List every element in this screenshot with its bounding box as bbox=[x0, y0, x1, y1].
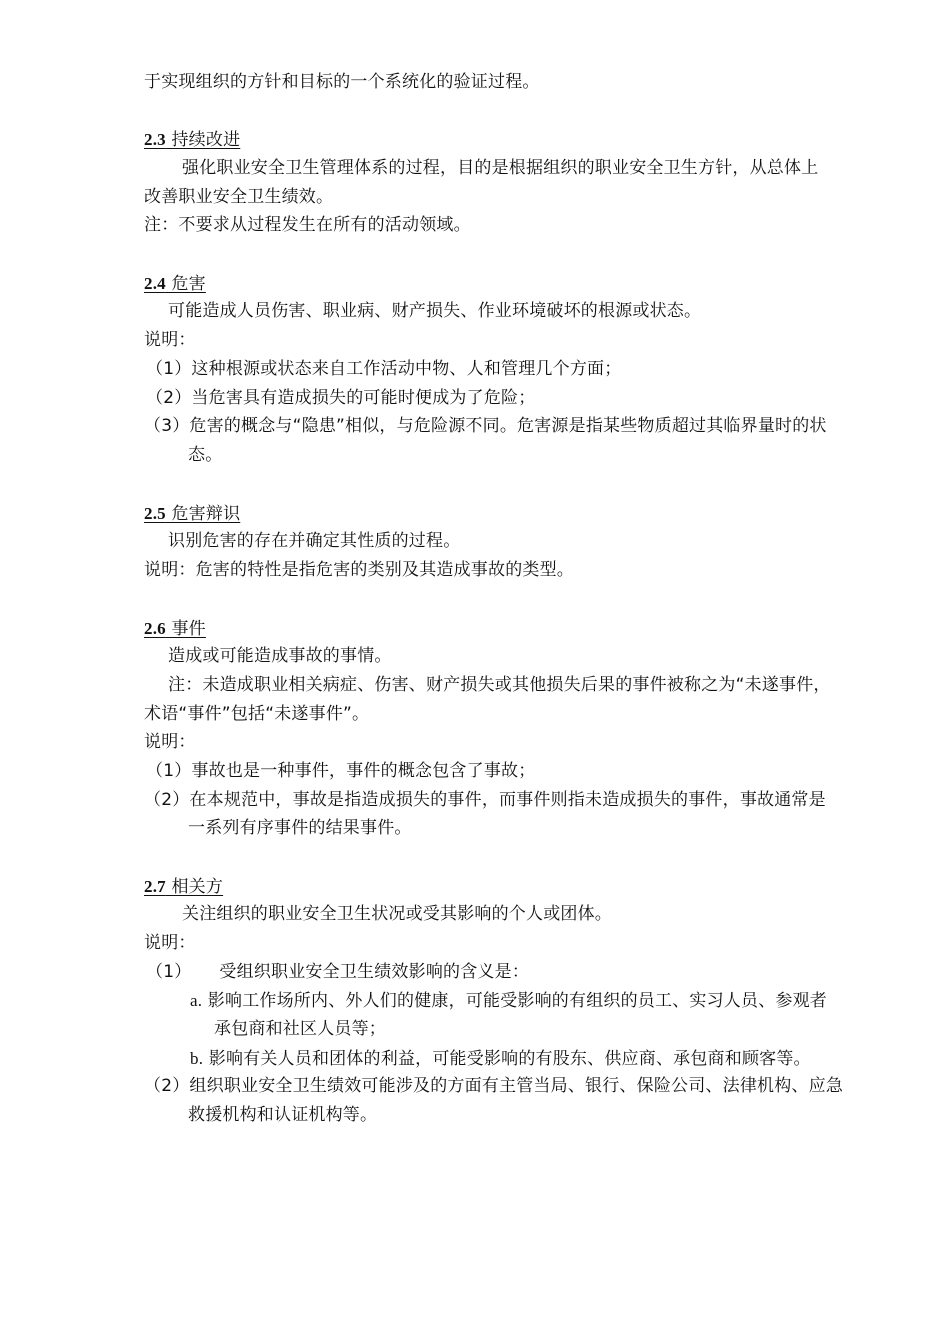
section-heading-2-4 bbox=[144, 269, 206, 299]
note-line: 注：未造成职业相关病症、伤害、财产损失或其他损失后果的事件被称之为“未遂事件， bbox=[168, 675, 831, 695]
section-title: 事件 bbox=[165, 619, 206, 639]
note-line: 注：不要求从过程发生在所有的活动领域。 bbox=[144, 215, 471, 235]
list-item: （2）组织职业安全卫生绩效可能涉及的方面有主管当局、银行、保险公司、法律机构、应急 bbox=[144, 1076, 844, 1096]
list-item: （2）在本规范中，事故是指造成损失的事件，而事件则指未造成损失的事件，事故通常是 bbox=[144, 790, 826, 810]
section-heading-2-6 bbox=[144, 614, 206, 644]
section-number: 2.7 bbox=[144, 877, 166, 896]
explanation-label: 说明： bbox=[144, 732, 196, 752]
note-line-continuation: 术语“事件”包括“未遂事件”。 bbox=[144, 704, 370, 724]
list-item-continuation: 救援机构和认证机构等。 bbox=[188, 1105, 378, 1125]
paragraph-line: 于实现组织的方针和目标的一个系统化的验证过程。 bbox=[144, 72, 540, 92]
sub-list-item-continuation: 承包商和社区人员等； bbox=[214, 1019, 386, 1039]
paragraph-line: 造成或可能造成事故的事情。 bbox=[168, 646, 392, 666]
paragraph-line: 识别危害的存在并确定其性质的过程。 bbox=[168, 531, 461, 551]
section-title: 危害 bbox=[165, 274, 206, 294]
sub-list-item bbox=[190, 986, 827, 1016]
section-number: 2.3 bbox=[144, 130, 166, 149]
section-title: 相关方 bbox=[165, 877, 224, 897]
section-number: 2.5 bbox=[144, 504, 166, 523]
sub-list-item bbox=[190, 1044, 811, 1074]
sub-list-text: 影响工作场所内、外人们的健康，可能受影响的有组织的员工、实习人员、参观者 bbox=[202, 991, 828, 1011]
paragraph-line: 可能造成人员伤害、职业病、财产损失、作业环境破坏的根源或状态。 bbox=[168, 301, 702, 321]
list-item: （1）这种根源或状态来自工作活动中物、人和管理几个方面； bbox=[146, 359, 622, 379]
section-heading-2-3 bbox=[144, 125, 240, 155]
section-heading-2-5 bbox=[144, 499, 240, 529]
explanation-label: 说明： bbox=[144, 330, 196, 350]
section-number: 2.4 bbox=[144, 274, 166, 293]
paragraph-line: 关注组织的职业安全卫生状况或受其影响的个人或团体。 bbox=[182, 904, 612, 924]
paragraph-line: 强化职业安全卫生管理体系的过程，目的是根据组织的职业安全卫生方针，从总体上 bbox=[182, 158, 819, 178]
list-item-continuation: 一系列有序事件的结果事件。 bbox=[188, 818, 412, 838]
sub-list-marker: b. bbox=[190, 1049, 204, 1068]
sub-list-text: 影响有关人员和团体的利益，可能受影响的有股东、供应商、承包商和顾客等。 bbox=[203, 1049, 811, 1069]
section-heading-2-7 bbox=[144, 872, 223, 902]
list-item: （1）事故也是一种事件，事件的概念包含了事故； bbox=[146, 761, 536, 781]
sub-list-marker: a. bbox=[190, 991, 203, 1010]
section-title: 危害辩识 bbox=[165, 504, 241, 524]
list-item: （1） 受组织职业安全卫生绩效影响的含义是： bbox=[146, 962, 530, 982]
explanation-label: 说明： bbox=[144, 933, 196, 953]
list-item: （3）危害的概念与“隐患”相似，与危险源不同。危害源是指某些物质超过其临界量时的状 bbox=[144, 416, 827, 436]
section-number: 2.6 bbox=[144, 619, 166, 638]
paragraph-line: 改善职业安全卫生绩效。 bbox=[144, 187, 334, 207]
section-title: 持续改进 bbox=[165, 130, 241, 150]
list-item: （2）当危害具有造成损失的可能时便成为了危险； bbox=[146, 388, 536, 408]
explanation-line: 说明：危害的特性是指危害的类别及其造成事故的类型。 bbox=[144, 560, 574, 580]
list-item-continuation: 态。 bbox=[188, 445, 223, 465]
